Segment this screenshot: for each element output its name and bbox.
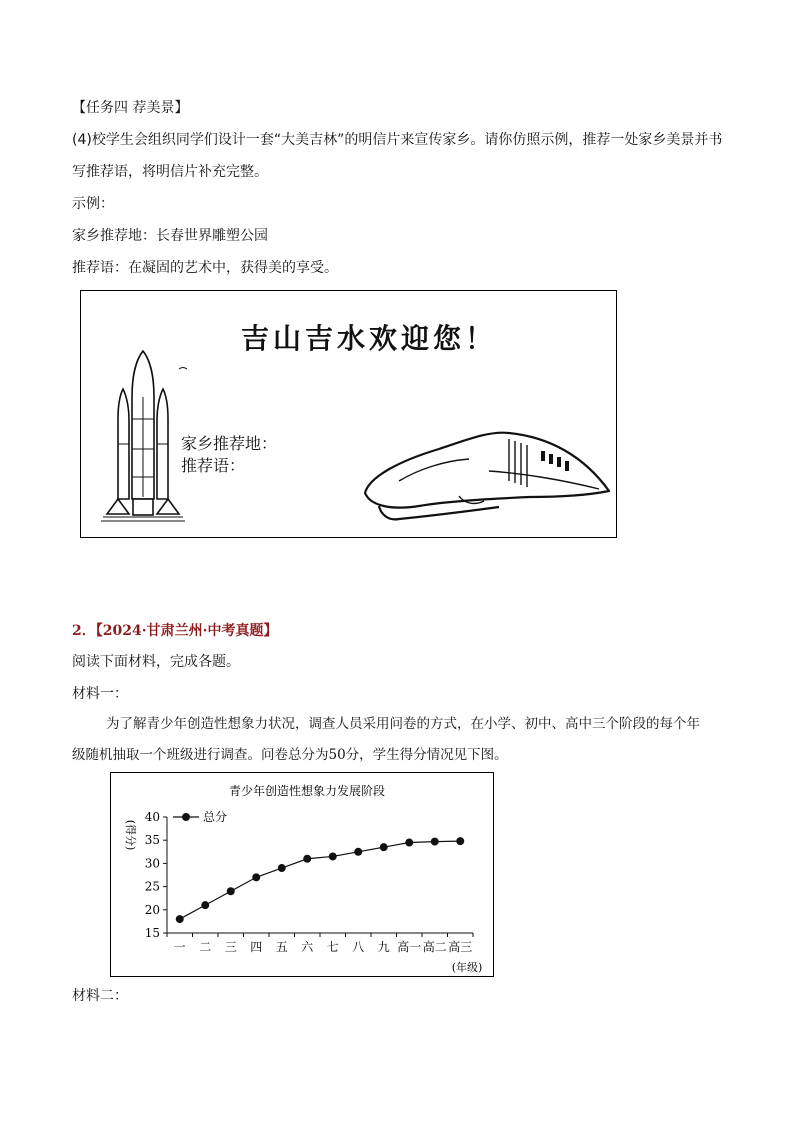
data-point — [456, 837, 464, 845]
question-text-line1: (4)校学生会组织同学们设计一套“大美吉林”的明信片来宣传家乡。请你仿照示例，推荐一处家乡美景并书 — [72, 132, 723, 148]
question-text-line2: 写推荐语，将明信片补充完整。 — [72, 164, 268, 180]
x-tick-label: 高二 — [422, 940, 447, 954]
question2-instruction: 阅读下面材料，完成各题。 — [72, 654, 240, 670]
x-tick-label: 四 — [250, 940, 263, 954]
data-point — [176, 915, 184, 923]
train-icon — [359, 411, 614, 531]
x-tick-label: 六 — [301, 940, 314, 954]
y-tick-label: 35 — [144, 833, 160, 848]
example-place: 家乡推荐地：长春世界雕塑公园 — [72, 228, 268, 244]
x-tick-label: 高三 — [448, 940, 473, 954]
postcard-slogan-label: 推荐语： — [181, 456, 246, 475]
material1-label: 材料一： — [72, 686, 128, 702]
series-line — [180, 841, 461, 919]
y-tick-label: 15 — [144, 926, 160, 940]
x-tick-label: 二 — [199, 940, 212, 954]
data-point — [278, 864, 286, 872]
chart-title: 青少年创造性想象力发展阶段 — [228, 784, 386, 798]
x-tick-label: 八 — [352, 940, 365, 954]
material2-label: 材料二： — [72, 988, 128, 1004]
legend-marker — [182, 813, 190, 821]
y-tick-label: 40 — [144, 810, 160, 824]
postcard — [80, 290, 617, 538]
data-point — [405, 839, 413, 847]
rocket-icon — [99, 349, 187, 524]
postcard-title: 吉山吉水欢迎您！ — [241, 322, 498, 355]
data-point — [227, 887, 235, 895]
y-tick-label: 30 — [144, 856, 160, 871]
x-tick-label: 一 — [173, 940, 186, 954]
x-tick-label: 高一 — [397, 940, 422, 954]
x-tick-label: 五 — [275, 940, 288, 954]
data-point — [354, 848, 362, 856]
material1-line1: 为了解青少年创造性想象力状况，调查人员采用问卷的方式，在小学、初中、高中三个阶段的每个年 — [106, 716, 700, 732]
data-point — [431, 838, 439, 846]
chart-xlabel: (年级) — [451, 961, 483, 974]
example-slogan: 推荐语：在凝固的艺术中，获得美的享受。 — [72, 260, 338, 276]
data-point — [303, 855, 311, 863]
data-point — [201, 901, 209, 909]
chart-container — [110, 772, 494, 977]
postcard-place-label: 家乡推荐地： — [181, 434, 278, 453]
x-tick-label: 九 — [377, 940, 390, 954]
y-tick-label: 25 — [144, 879, 160, 894]
data-point — [380, 843, 388, 851]
chart-ylabel: (得分) — [124, 819, 137, 851]
x-tick-label: 七 — [326, 940, 339, 954]
legend-label: 总分 — [203, 810, 228, 824]
x-tick-label: 三 — [224, 940, 237, 954]
question2-title: 2．【2024·甘肃兰州·中考真题】 — [72, 623, 278, 639]
material1-line2: 级随机抽取一个班级进行调查。问卷总分为50分，学生得分情况见下图。 — [72, 747, 508, 763]
y-tick-label: 20 — [144, 902, 160, 917]
task-heading: 【任务四 荐美景】 — [72, 100, 189, 116]
data-point — [252, 873, 260, 881]
line-chart — [111, 773, 493, 976]
example-label: 示例： — [72, 196, 114, 212]
data-point — [329, 852, 337, 860]
